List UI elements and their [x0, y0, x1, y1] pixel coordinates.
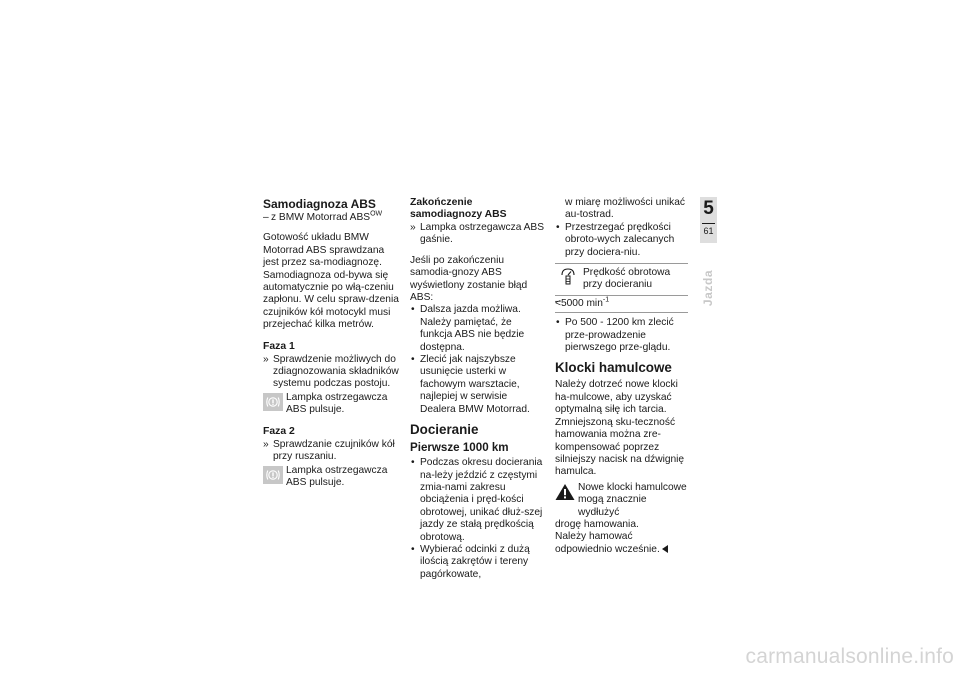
model-note-superscript: OW — [370, 210, 383, 218]
chapter-number: 5 — [703, 198, 714, 219]
inspection-bullets — [555, 317, 688, 354]
phase1-title: Faza 1 — [263, 340, 295, 352]
phase2-title: Faza 2 — [263, 425, 295, 437]
page-number: 61 — [703, 226, 714, 236]
list-item: • Wybierać odcinki z dużą ilością zakrętów i tereny pagórkowate, — [410, 544, 545, 581]
breakin-bullets-continued — [555, 222, 688, 259]
selfdiagnosis-end-step: » Lampka ostrzegawcza ABS gaśnie. — [410, 222, 545, 247]
selfdiagnosis-end-title: Zakończenie samodiagnozy ABS — [410, 197, 507, 220]
phase1-steps — [263, 354, 399, 391]
subsection-title-first-1000km: Pierwsze 1000 km — [410, 441, 509, 455]
chapter-tab — [700, 197, 717, 243]
phase2-result — [263, 465, 399, 490]
model-note — [263, 212, 399, 224]
phase1-lamp-note: Lampka ostrzegawcza ABS pulsuje. — [286, 391, 388, 416]
intro-paragraph: Gotowość układu BMW Motorrad ABS sprawdzana jest przez sa-modiagnozę. Samodiagnoza od-bywa się automatycznie po włą-czeniu zapłonu. W celu spraw-dzenia czujników kół motocykl musi przejechać kilka metrów. — [263, 232, 399, 331]
brake-warning-continued: drogę hamowania. — [555, 518, 639, 530]
phase1-result — [263, 392, 399, 417]
phase2-step: » Sprawdzanie czujników kół przy ruszaniu. — [263, 439, 399, 464]
bullet-continuation: w miarę możliwości unikać au-tostrad. — [565, 197, 686, 221]
breakin-rpm-value — [555, 296, 688, 312]
phase2-lamp-note: Lampka ostrzegawcza ABS pulsuje. — [286, 464, 388, 488]
phase2-steps — [263, 439, 399, 464]
section-end-marker-icon — [662, 545, 668, 553]
column-middle — [410, 197, 545, 581]
breakin-bullets — [410, 457, 545, 581]
list-item: • Zlecić jak najszybsze usunięcie usterki w fachowym warsztacie, najlepiej w serwisie Dealera BMW Motorrad. — [410, 354, 545, 416]
chapter-title-vertical — [696, 258, 720, 318]
abs-error-bullets — [410, 304, 545, 416]
breakin-rpm-label: Prędkość obrotowa przy docieraniu — [583, 267, 671, 291]
brake-warning-text: Nowe klocki hamulcowe mogą znacznie wydłużyć — [578, 481, 687, 518]
list-item: • Po 500 - 1200 km zlecić prze-prowadzenie pierwszego prze-glądu. — [555, 317, 688, 354]
section-title-breakin: Docieranie — [410, 422, 479, 438]
brake-warning — [555, 482, 688, 519]
warning-triangle-icon — [555, 483, 575, 501]
section-title-brake-pads: Klocki hamulcowe — [555, 360, 672, 376]
selfdiagnosis-end-steps — [410, 222, 545, 247]
chapter-tab-divider — [702, 223, 715, 224]
tachometer-icon — [559, 267, 577, 287]
list-item: • Dalsza jazda możliwa. Należy pamiętać, że funkcja ABS nie będzie dostępna. — [410, 304, 545, 354]
rpm-value-text: <5000 min — [555, 297, 603, 309]
breakin-rpm-box — [555, 263, 688, 313]
list-item: • Podczas okresu docierania na-leży jeździć z częstymi zmia-nami zakresu obciążenia i pręd-kości obrotowej, unikać dłuż-szej jazdy ze stałą prędkością obrotową. — [410, 457, 545, 544]
brake-final-note — [555, 531, 688, 556]
section-title-abs-selfdiagnosis: Samodiagnoza ABS — [263, 197, 376, 211]
list-item: • Przestrzegać prędkości obroto-wych zalecanych przy dociera-niu. — [555, 222, 688, 259]
column-right — [555, 197, 688, 556]
abs-warning-lamp-icon — [263, 393, 283, 411]
brake-pads-paragraph: Należy dotrzeć nowe klocki ha-mulcowe, aby uzyskać optymalną siłę ich tarcia. Zmniejszoną sku-teczność hamowania można zre-kompensować poprzez silniejszy nacisk na dźwignię hamulca. — [555, 379, 685, 478]
chapter-title: Jazda — [700, 269, 715, 307]
model-note-text: z BMW Motorrad ABS — [271, 212, 371, 223]
rpm-unit-exponent: -1 — [602, 296, 610, 304]
column-left — [263, 197, 399, 489]
abs-error-paragraph: Jeśli po zakończeniu samodia-gnozy ABS wyświetlony zostanie błąd ABS: — [410, 254, 528, 304]
breakin-rpm-header — [555, 264, 688, 296]
abs-warning-lamp-icon — [263, 466, 283, 484]
brake-final-text: Należy hamować odpowiednio wcześnie. — [555, 531, 660, 555]
watermark: carmanualsonline.info — [745, 645, 954, 668]
phase1-step: » Sprawdzenie możliwych do zdiagnozowania składników systemu podczas postoju. — [263, 354, 399, 391]
